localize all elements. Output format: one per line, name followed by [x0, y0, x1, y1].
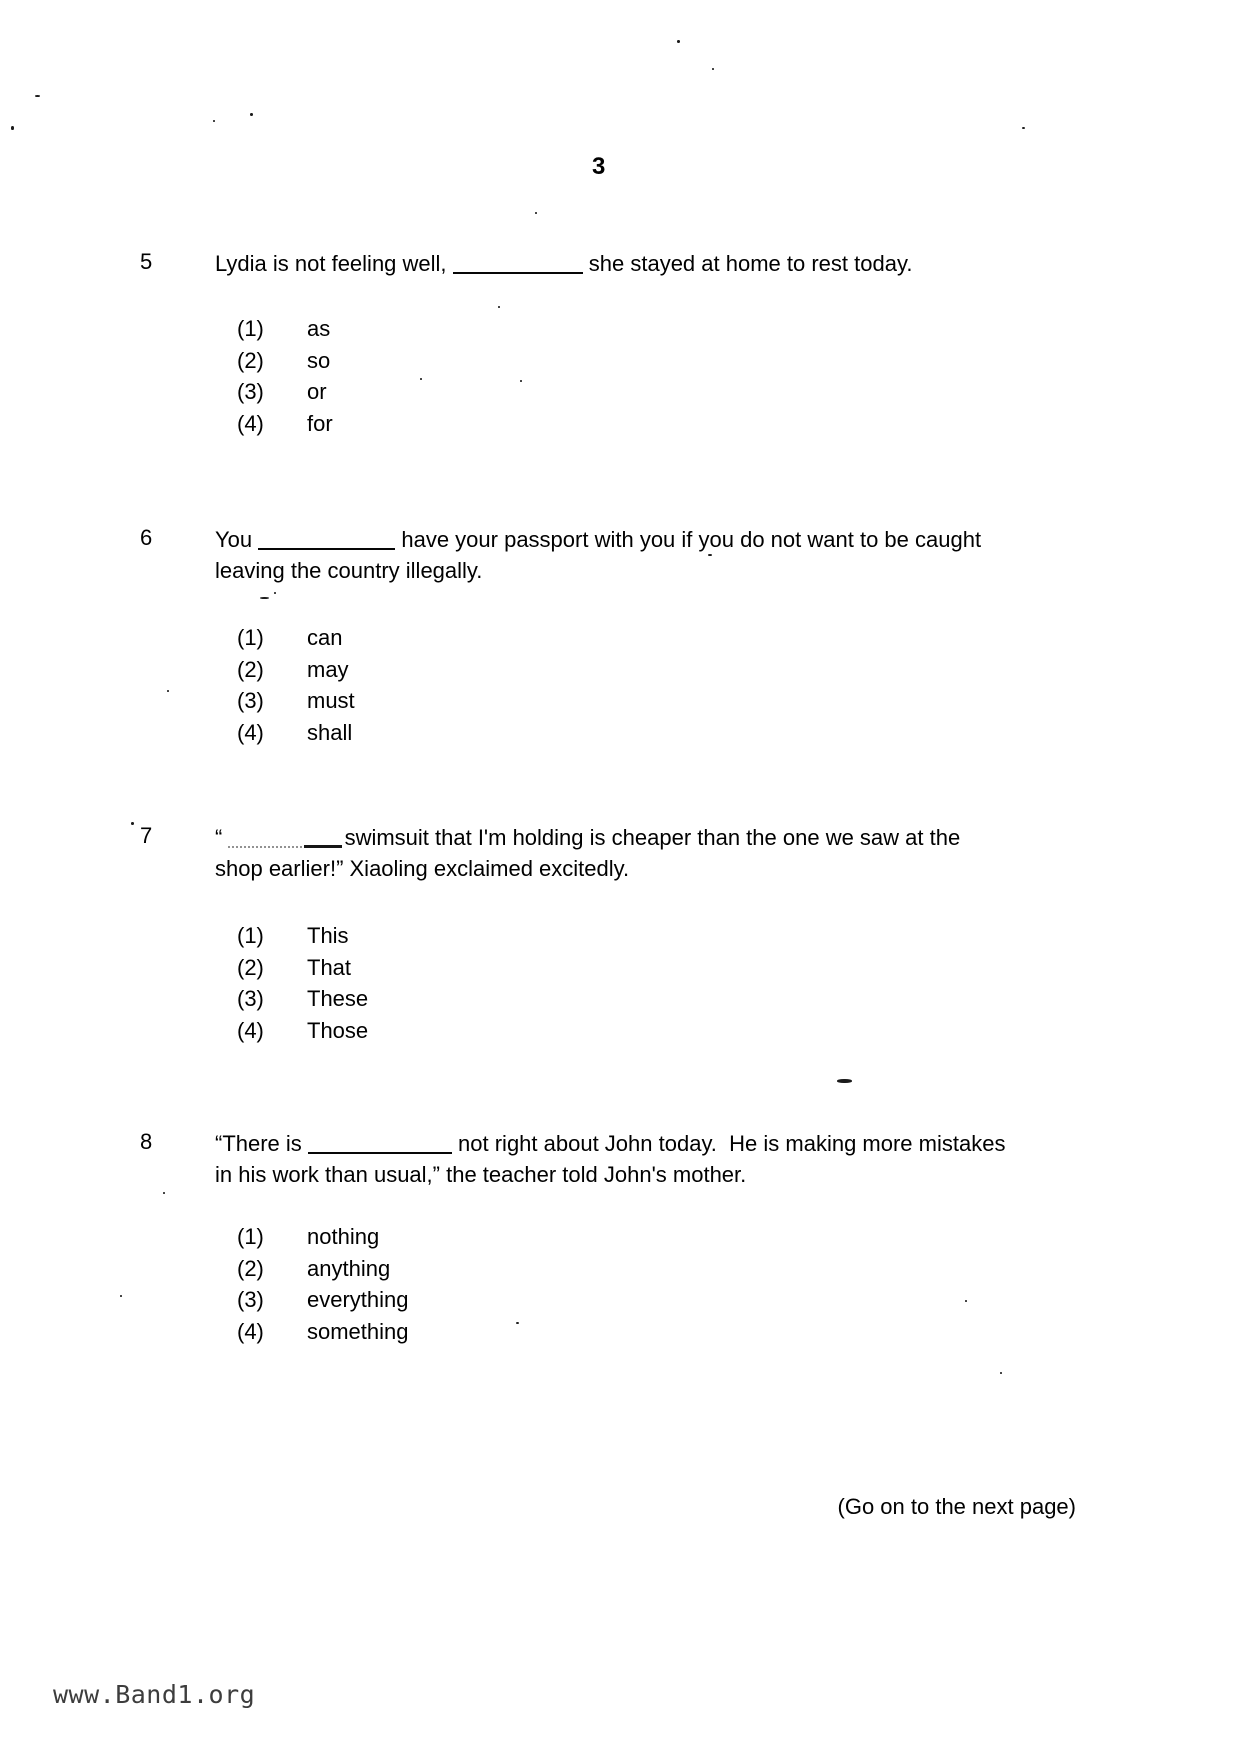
- scan-speck: [712, 68, 714, 70]
- stem-text: swimsuit that I'm holding is cheaper than the one we saw at the: [338, 825, 961, 850]
- option-marker: (1): [237, 625, 264, 650]
- options-list: [237, 1221, 1239, 1347]
- scan-speck: [213, 120, 215, 122]
- stem-text: have your passport with you if you do not want to be caught: [395, 527, 982, 552]
- option-row: [237, 1221, 1239, 1253]
- option-marker: (3): [237, 1287, 264, 1312]
- option-label: for: [307, 410, 333, 436]
- option-row: [237, 654, 1239, 686]
- question-stem-line: [215, 1128, 1239, 1159]
- option-row: [237, 1316, 1239, 1348]
- scan-speck: [274, 592, 276, 594]
- scan-speck: [35, 95, 40, 97]
- option-label: something: [307, 1318, 409, 1344]
- option-label: must: [307, 688, 355, 713]
- scan-speck: [167, 690, 169, 692]
- question-content: [215, 524, 1239, 748]
- scan-speck: [1022, 127, 1025, 129]
- option-row: [237, 920, 1239, 952]
- option-row: [237, 952, 1239, 984]
- stem-text: “: [215, 825, 229, 850]
- stem-text: You: [215, 527, 259, 552]
- option-marker: (3): [237, 688, 264, 713]
- option-label: This: [307, 923, 349, 948]
- question-stem-line: [215, 248, 1239, 279]
- scan-speck: [677, 40, 680, 43]
- option-label: or: [307, 379, 327, 404]
- watermark: www.Band1.org: [53, 1680, 256, 1709]
- answer-blank: [308, 1134, 452, 1154]
- option-marker: (3): [237, 379, 264, 404]
- question-content: [215, 822, 1239, 1046]
- option-row: [237, 983, 1239, 1015]
- scan-speck: [516, 1322, 519, 1324]
- answer-blank: [258, 530, 395, 550]
- option-label: everything: [307, 1287, 409, 1312]
- stem-text: leaving the country illegally.: [215, 558, 483, 583]
- option-label: nothing: [307, 1224, 380, 1249]
- option-label: That: [307, 954, 352, 980]
- question-number: 8: [140, 1129, 153, 1154]
- scan-speck: [260, 597, 269, 599]
- option-marker: (4): [237, 1318, 264, 1344]
- continuation-note: (Go on to the next page): [837, 1494, 1076, 1519]
- option-row: [237, 622, 1239, 654]
- scan-speck: [535, 212, 537, 214]
- option-label: can: [307, 625, 343, 650]
- option-label: as: [307, 316, 331, 341]
- option-label: shall: [307, 719, 353, 745]
- question-stem-line: [215, 524, 1239, 555]
- question-8: [0, 1128, 1239, 1347]
- answer-blank: [228, 828, 338, 848]
- scan-speck: [11, 126, 14, 130]
- option-marker: (2): [237, 656, 264, 682]
- option-marker: (4): [237, 719, 264, 745]
- stem-text: “There is: [215, 1131, 308, 1156]
- option-marker: (3): [237, 986, 264, 1011]
- scan-speck: [120, 1295, 122, 1297]
- option-row: [237, 313, 1239, 345]
- stem-text: Lydia is not feeling well,: [215, 251, 453, 276]
- question-number: 6: [140, 525, 153, 550]
- stem-text: in his work than usual,” the teacher told John's mother.: [215, 1162, 747, 1187]
- option-label: may: [307, 656, 349, 682]
- stem-text: shop earlier!” Xiaoling exclaimed excitedly.: [215, 856, 630, 881]
- scan-speck: [163, 1192, 165, 1194]
- options-list: [237, 622, 1239, 748]
- option-row: [237, 1015, 1239, 1047]
- option-label: so: [307, 347, 331, 373]
- scan-speck: [131, 822, 134, 825]
- option-marker: (1): [237, 923, 264, 948]
- answer-blank: [453, 254, 583, 274]
- scan-speck: [420, 378, 422, 380]
- option-row: [237, 376, 1239, 408]
- scan-speck: [1000, 1372, 1002, 1374]
- page-number: 3: [592, 153, 607, 180]
- option-row: [237, 1253, 1239, 1285]
- option-marker: (2): [237, 347, 264, 373]
- option-label: Those: [307, 1017, 369, 1043]
- question-stem-line: [215, 555, 1239, 586]
- question-content: [215, 248, 1239, 439]
- option-row: [237, 685, 1239, 717]
- option-marker: (4): [237, 1017, 264, 1043]
- scan-speck: [250, 113, 253, 116]
- option-marker: (1): [237, 1224, 264, 1249]
- scan-speck: [520, 380, 522, 382]
- option-marker: (2): [237, 954, 264, 980]
- stem-text: she stayed at home to rest today.: [582, 251, 913, 276]
- options-list: [237, 920, 1239, 1046]
- scan-speck: [708, 554, 712, 556]
- option-marker: (2): [237, 1255, 264, 1281]
- option-row: [237, 408, 1239, 440]
- question-5: [0, 248, 1239, 439]
- question-6: [0, 524, 1239, 748]
- option-marker: (4): [237, 410, 264, 436]
- options-list: [237, 313, 1239, 439]
- question-stem-line: [215, 1159, 1239, 1190]
- scan-speck: [965, 1300, 967, 1302]
- question-number: 7: [140, 823, 153, 848]
- option-marker: (1): [237, 316, 264, 341]
- question-stem-line: [215, 822, 1239, 853]
- stem-text: not right about John today. He is making more mistakes: [451, 1131, 1006, 1156]
- option-label: anything: [307, 1255, 391, 1281]
- option-row: [237, 717, 1239, 749]
- question-content: [215, 1128, 1239, 1347]
- question-stem-line: [215, 853, 1239, 884]
- question-7: [0, 822, 1239, 1046]
- scan-speck: [837, 1079, 852, 1083]
- question-number: 5: [140, 249, 153, 274]
- option-row: [237, 1284, 1239, 1316]
- scan-speck: [498, 306, 500, 308]
- option-label: These: [307, 986, 369, 1011]
- option-row: [237, 345, 1239, 377]
